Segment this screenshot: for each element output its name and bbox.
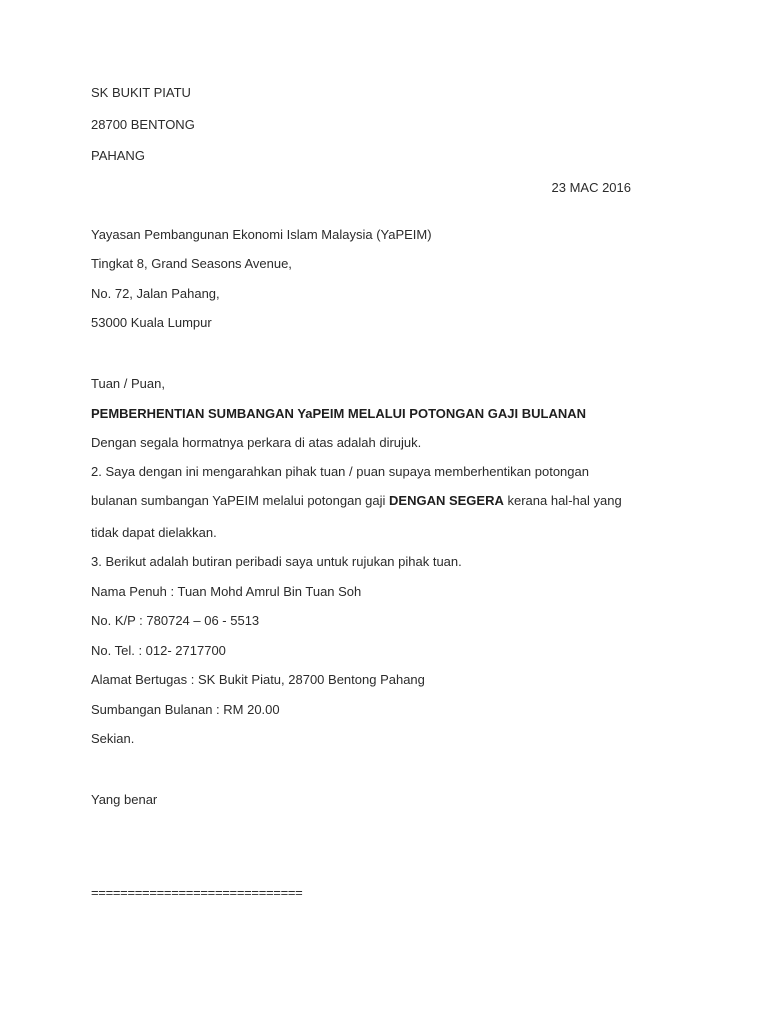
para2-emphasis: DENGAN SEGERA — [389, 493, 504, 508]
sender-line-2: 28700 BENTONG — [91, 117, 195, 132]
detail-contribution: Sumbangan Bulanan : RM 20.00 — [91, 702, 280, 717]
salutation: Tuan / Puan, — [91, 376, 165, 391]
body-paragraph-2-line-2 — [91, 493, 622, 509]
recipient-line-3: No. 72, Jalan Pahang, — [91, 286, 220, 301]
subject-text: PEMBERHENTIAN SUMBANGAN YaPEIM MELALUI POTONGAN GAJI BULANAN — [91, 406, 586, 421]
subject-heading — [91, 406, 586, 422]
recipient-line-4: 53000 Kuala Lumpur — [91, 315, 212, 330]
para2-pre: bulanan sumbangan YaPEIM melalui potongan gaji — [91, 493, 390, 508]
recipient-line-1: Yayasan Pembangunan Ekonomi Islam Malaysia (YaPEIM) — [91, 227, 432, 242]
signoff: Yang benar — [91, 792, 158, 807]
signature-line: ============================= — [91, 885, 303, 900]
body-paragraph-1: Dengan segala hormatnya perkara di atas adalah dirujuk. — [91, 435, 422, 450]
sender-line-1: SK BUKIT PIATU — [91, 85, 191, 100]
detail-ic: No. K/P : 780724 – 06 - 5513 — [91, 613, 260, 628]
detail-name: Nama Penuh : Tuan Mohd Amrul Bin Tuan Soh — [91, 584, 362, 599]
body-paragraph-3: 3. Berikut adalah butiran peribadi saya untuk rujukan pihak tuan. — [91, 554, 462, 569]
para2-post: kerana hal-hal yang — [503, 493, 622, 508]
detail-address: Alamat Bertugas : SK Bukit Piatu, 28700 Bentong Pahang — [91, 672, 425, 687]
closing: Sekian. — [91, 731, 135, 746]
body-paragraph-2-line-3: tidak dapat dielakkan. — [91, 525, 217, 540]
detail-tel: No. Tel. : 012- 2717700 — [91, 643, 226, 658]
sender-line-3: PAHANG — [91, 148, 145, 163]
body-paragraph-2-line-1: 2. Saya dengan ini mengarahkan pihak tuan / puan supaya memberhentikan potongan — [91, 464, 589, 479]
recipient-line-2: Tingkat 8, Grand Seasons Avenue, — [91, 256, 292, 271]
letter-date: 23 MAC 2016 — [551, 180, 631, 195]
